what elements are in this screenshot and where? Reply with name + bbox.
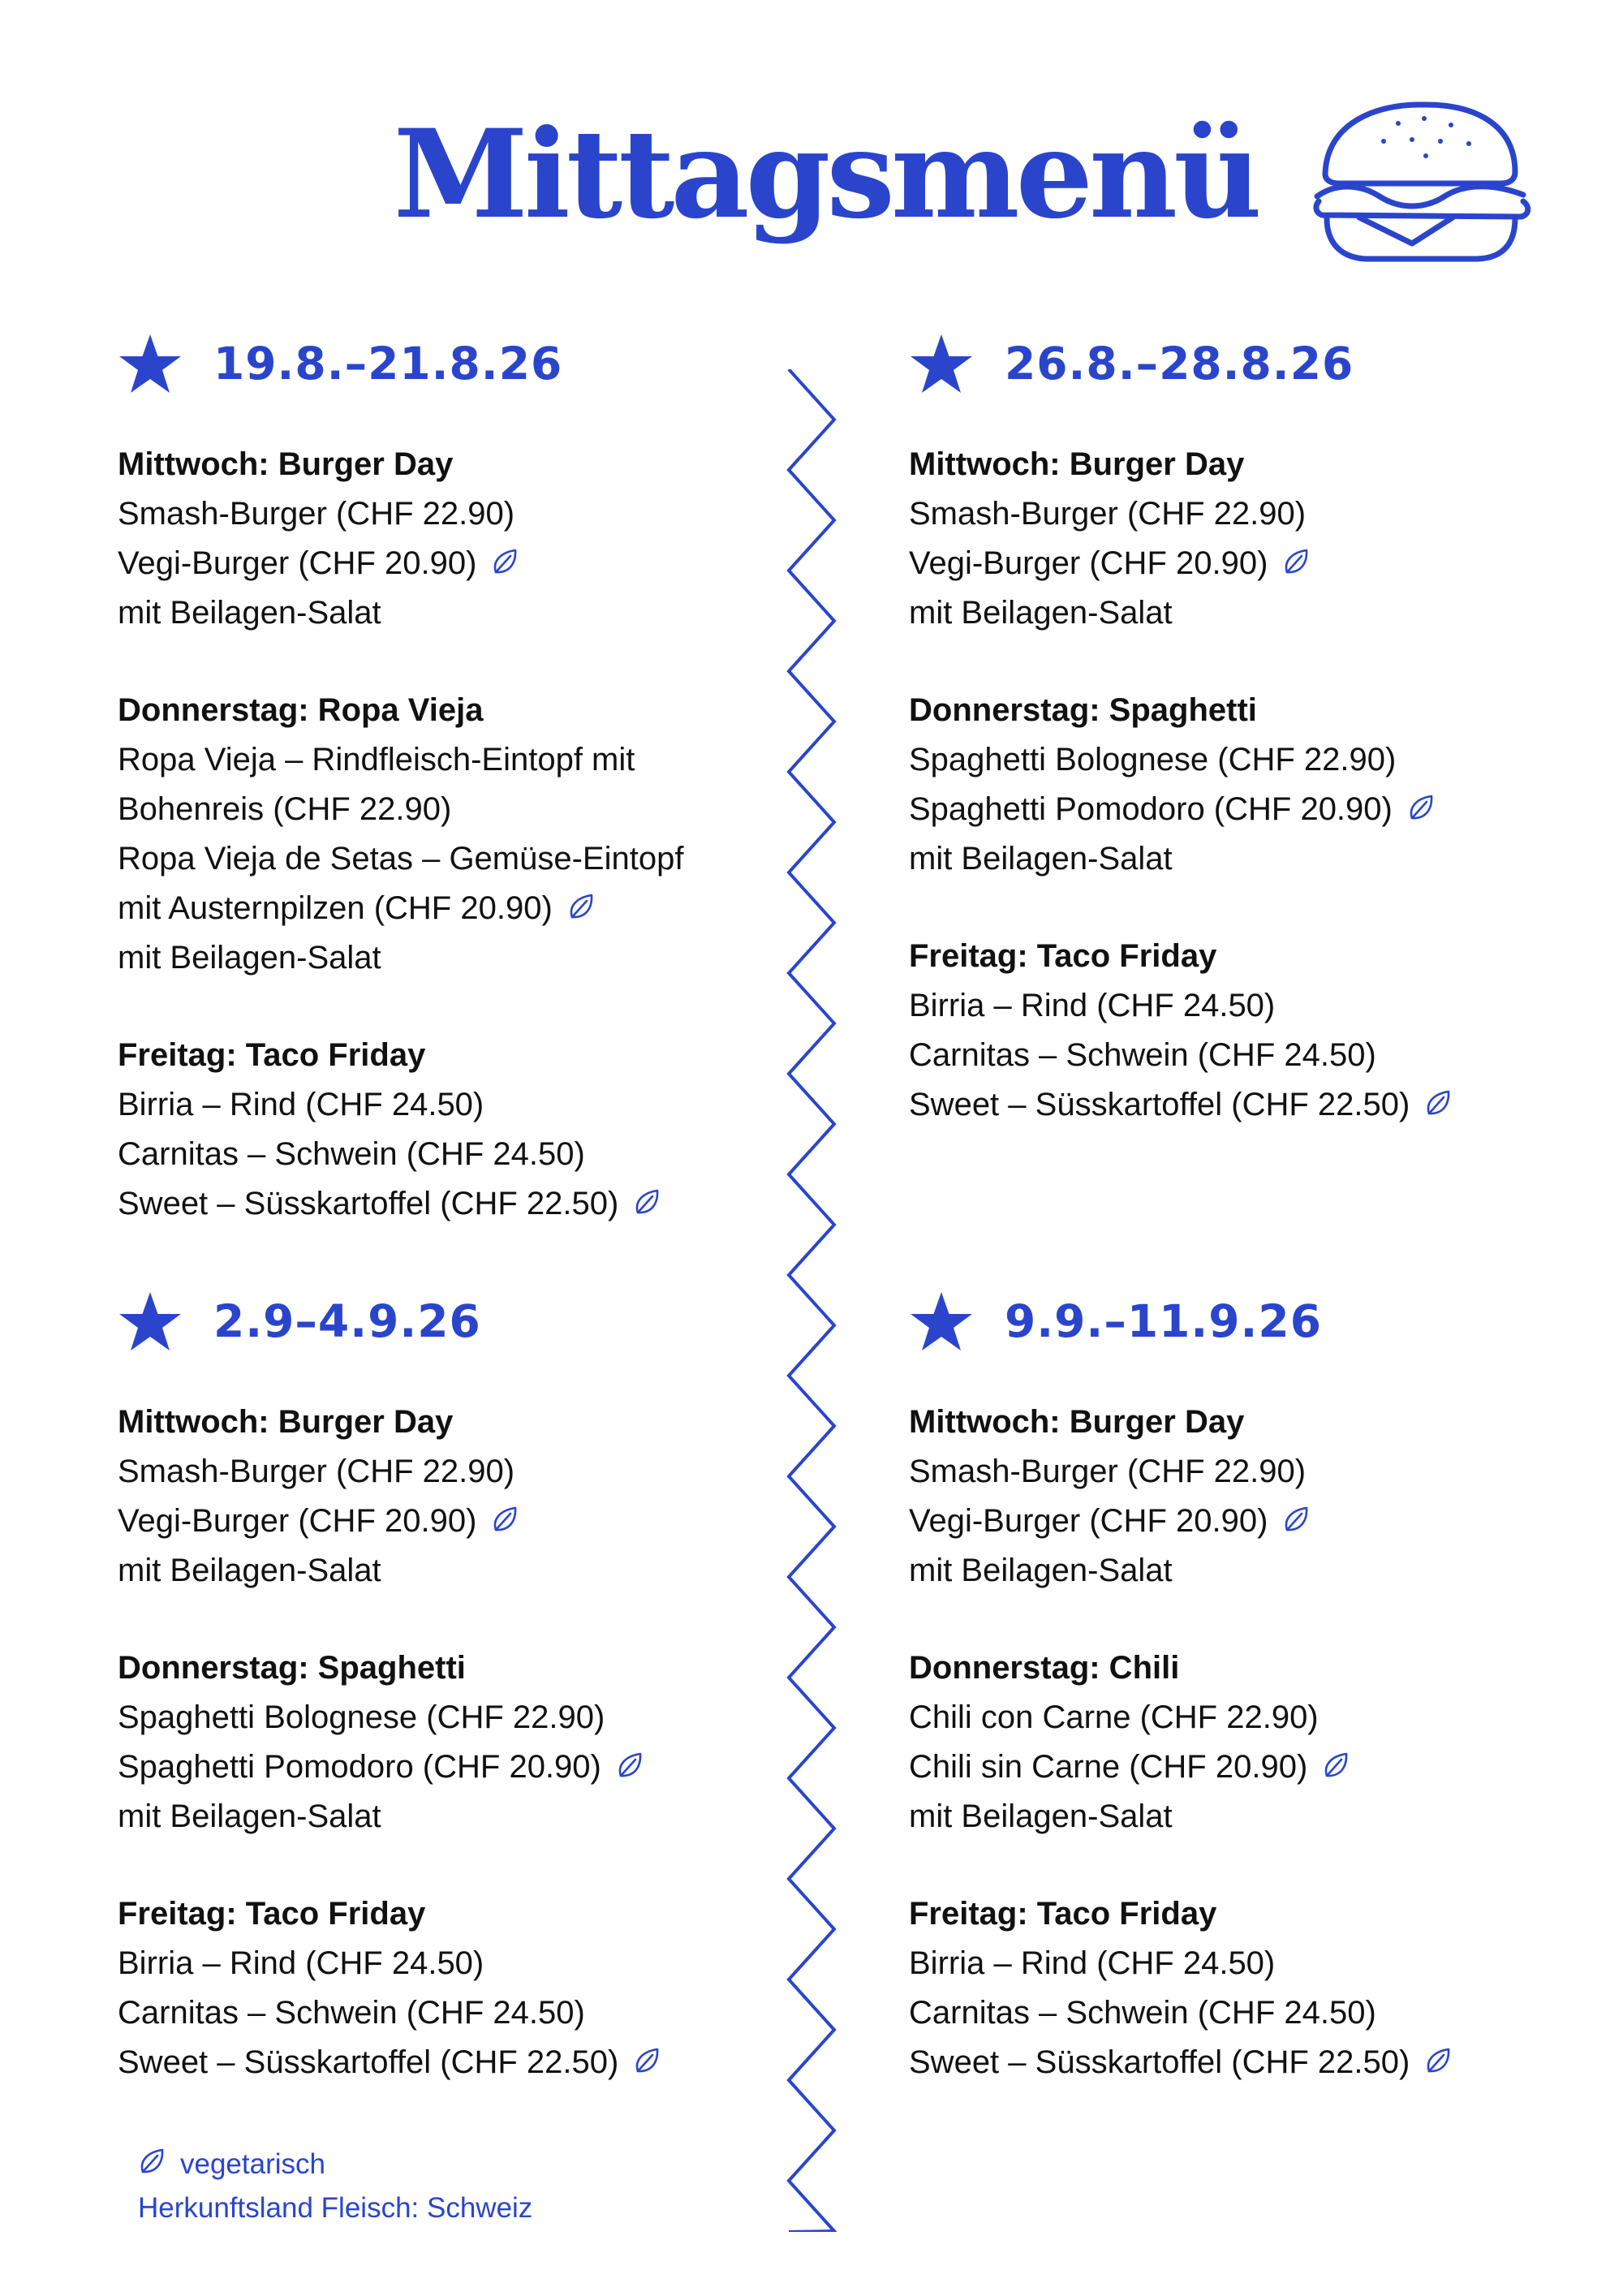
week-section (909, 1290, 1607, 2135)
menu-item-text: Sweet – Süsskartoffel (CHF 22.50) (118, 1186, 619, 1221)
star-icon (118, 333, 183, 398)
menu-item-text: Chili con Carne (CHF 22.90) (909, 1699, 1319, 1735)
page-title: Mittagsmenü (393, 103, 1259, 246)
menu-item-text: Carnitas – Schwein (CHF 24.50) (118, 1136, 585, 1172)
menu-item-text: Bohenreis (CHF 22.90) (118, 791, 452, 827)
menu-item (909, 1693, 1607, 1742)
menu-item-text: Vegi-Burger (CHF 20.90) (118, 545, 477, 581)
menu-item (909, 2038, 1607, 2087)
menu-day (909, 686, 1607, 884)
menu-item (909, 1080, 1607, 1130)
week-section (909, 333, 1607, 1178)
menu-item (909, 785, 1607, 834)
leaf-icon (616, 1751, 644, 1779)
week-title: 26.8.–28.8.26 (1005, 338, 1354, 390)
menu-item-text: Vegi-Burger (CHF 20.90) (118, 1503, 477, 1539)
star-icon (118, 1290, 183, 1355)
leaf-icon (491, 1506, 519, 1533)
day-heading: Mittwoch: Burger Day (118, 446, 454, 482)
week-section (118, 333, 816, 1277)
day-heading: Mittwoch: Burger Day (118, 1404, 454, 1440)
day-heading: Donnerstag: Spaghetti (118, 1650, 466, 1686)
menu-item (118, 588, 816, 638)
legend-vegetarian (138, 2143, 532, 2186)
menu-item (118, 1080, 816, 1130)
menu-item (909, 834, 1607, 884)
menu-item-text: Vegi-Burger (CHF 20.90) (909, 1503, 1268, 1539)
menu-item (909, 489, 1607, 539)
day-heading: Mittwoch: Burger Day (909, 446, 1245, 482)
legend-vegetarian-label: vegetarisch (180, 2148, 325, 2180)
menu-item-text: Carnitas – Schwein (CHF 24.50) (909, 1995, 1376, 2031)
menu-item (118, 1497, 816, 1546)
menu-item (118, 735, 816, 785)
menu-item (909, 1939, 1607, 1988)
menu-day (909, 1889, 1607, 2087)
menu-item (909, 1031, 1607, 1080)
menu-item-text: Ropa Vieja – Rindfleisch-Eintopf mit (118, 742, 635, 778)
menu-item-text: mit Beilagen-Salat (909, 595, 1173, 631)
menu-day (118, 1031, 816, 1229)
day-heading: Freitag: Taco Friday (909, 938, 1217, 974)
menu-item (118, 834, 816, 884)
menu-item (909, 735, 1607, 785)
day-heading: Freitag: Taco Friday (118, 1037, 426, 1073)
menu-item-text: Sweet – Süsskartoffel (CHF 22.50) (909, 1087, 1410, 1122)
menu-item (909, 1546, 1607, 1596)
burger-icon (1302, 99, 1538, 265)
menu-item-text: Spaghetti Pomodoro (CHF 20.90) (118, 1749, 601, 1785)
leaf-icon (1424, 1089, 1452, 1117)
menu-item-text: Smash-Burger (CHF 22.90) (909, 496, 1307, 532)
menu-item (118, 1939, 816, 1988)
menu-item-text: mit Beilagen-Salat (909, 841, 1173, 877)
legend-origin: Herkunftsland Fleisch: Schweiz (138, 2192, 533, 2224)
leaf-icon (633, 2047, 661, 2074)
menu-item (118, 2038, 816, 2087)
menu-item-text: Vegi-Burger (CHF 20.90) (909, 545, 1268, 581)
menu-item-text: Sweet – Süsskartoffel (CHF 22.50) (118, 2044, 619, 2080)
menu-item-text: Spaghetti Pomodoro (CHF 20.90) (909, 791, 1393, 827)
week-title: 2.9–4.9.26 (213, 1295, 481, 1347)
menu-item-text: mit Beilagen-Salat (909, 1798, 1173, 1834)
menu-item-text: Smash-Burger (CHF 22.90) (909, 1454, 1307, 1489)
menu-day (909, 932, 1607, 1130)
menu-item (118, 884, 816, 933)
menu-item (909, 1988, 1607, 2038)
menu-item (118, 1179, 816, 1229)
menu-item-text: mit Beilagen-Salat (118, 1553, 381, 1588)
menu-item-text: mit Beilagen-Salat (118, 595, 381, 631)
menu-day (909, 440, 1607, 638)
leaf-icon (633, 1188, 661, 1216)
menu-item (909, 588, 1607, 638)
menu-day (909, 1643, 1607, 1842)
menu-item-text: Ropa Vieja de Setas – Gemüse-Eintopf (118, 841, 684, 877)
menu-item (909, 539, 1607, 588)
menu-item-text: Sweet – Süsskartoffel (CHF 22.50) (909, 2044, 1410, 2080)
menu-item (118, 539, 816, 588)
menu-item-text: Birria – Rind (CHF 24.50) (118, 1087, 484, 1122)
menu-item-text: Birria – Rind (CHF 24.50) (909, 1945, 1276, 1981)
menu-item (118, 1742, 816, 1792)
menu-item-text: mit Beilagen-Salat (118, 940, 381, 976)
menu-item (909, 1742, 1607, 1792)
menu-item-text: Smash-Burger (CHF 22.90) (118, 496, 515, 532)
day-heading: Mittwoch: Burger Day (909, 1404, 1245, 1440)
menu-item-text: Spaghetti Bolognese (CHF 22.90) (118, 1699, 605, 1735)
menu-item (118, 1130, 816, 1179)
menu-day (118, 1643, 816, 1842)
day-heading: Donnerstag: Chili (909, 1650, 1180, 1686)
week-title: 19.8.–21.8.26 (213, 338, 563, 390)
menu-day (118, 1889, 816, 2087)
menu-item (118, 1792, 816, 1842)
day-heading: Donnerstag: Ropa Vieja (118, 692, 484, 728)
star-icon (909, 1290, 974, 1355)
leaf-icon (1407, 794, 1435, 821)
menu-item (118, 1447, 816, 1497)
day-heading: Donnerstag: Spaghetti (909, 692, 1257, 728)
star-icon (909, 333, 974, 398)
menu-item-text: Spaghetti Bolognese (CHF 22.90) (909, 742, 1397, 778)
leaf-icon (491, 548, 519, 575)
leaf-icon (1282, 1506, 1310, 1533)
menu-day (118, 1398, 816, 1596)
day-heading: Freitag: Taco Friday (118, 1896, 426, 1932)
menu-item-text: Birria – Rind (CHF 24.50) (909, 988, 1276, 1023)
menu-item (118, 489, 816, 539)
leaf-icon (567, 893, 595, 920)
menu-item-text: Birria – Rind (CHF 24.50) (118, 1945, 484, 1981)
menu-day (909, 1398, 1607, 1596)
menu-item-text: Carnitas – Schwein (CHF 24.50) (118, 1995, 585, 2031)
menu-item-text: Chili sin Carne (CHF 20.90) (909, 1749, 1308, 1785)
menu-item (909, 1792, 1607, 1842)
menu-item (118, 1988, 816, 2038)
legend (138, 2143, 532, 2230)
menu-item (909, 1497, 1607, 1546)
week-section (118, 1290, 816, 2135)
leaf-icon (1322, 1751, 1350, 1779)
week-title: 9.9.–11.9.26 (1005, 1295, 1322, 1347)
menu-item-text: Smash-Burger (CHF 22.90) (118, 1454, 515, 1489)
menu-item (118, 1693, 816, 1742)
menu-item-text: Carnitas – Schwein (CHF 24.50) (909, 1037, 1376, 1073)
menu-item-text: mit Beilagen-Salat (118, 1798, 381, 1834)
menu-item (909, 981, 1607, 1031)
menu-item (118, 933, 816, 983)
leaf-icon (1282, 548, 1310, 575)
menu-item (909, 1447, 1607, 1497)
menu-item-text: mit Austernpilzen (CHF 20.90) (118, 890, 553, 926)
leaf-icon (1424, 2047, 1452, 2074)
menu-item (118, 785, 816, 834)
day-heading: Freitag: Taco Friday (909, 1896, 1217, 1932)
menu-item (118, 1546, 816, 1596)
menu-day (118, 440, 816, 638)
leaf-icon (138, 2147, 166, 2175)
menu-item-text: mit Beilagen-Salat (909, 1553, 1173, 1588)
menu-day (118, 686, 816, 983)
